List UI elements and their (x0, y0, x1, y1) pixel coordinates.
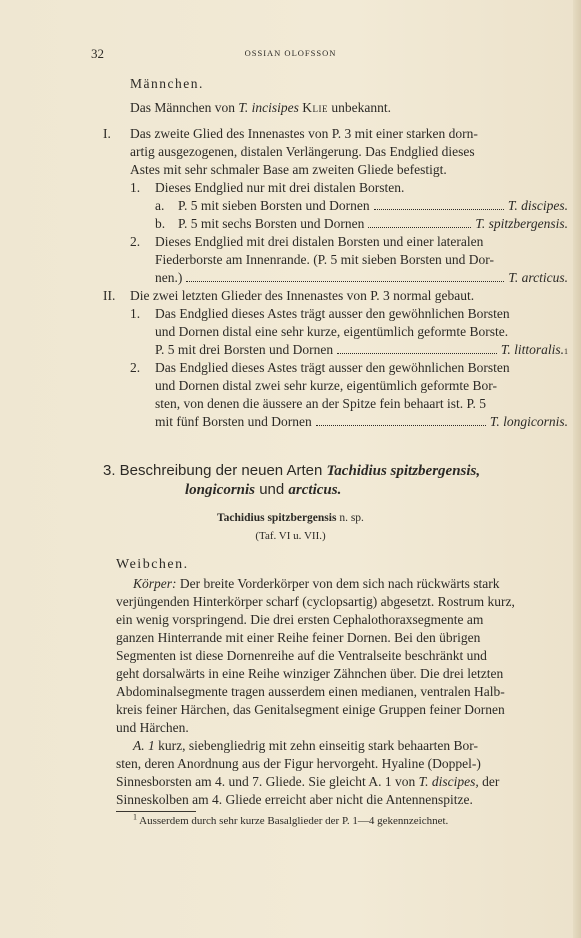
leader-dots (368, 227, 471, 228)
key-II2-line-2: und Dornen distal zwei sehr kurze, eigentümlich geformte Bor- (155, 378, 497, 393)
key-Ia-species: T. discipes. (507, 198, 568, 213)
males-species: T. incisipes (238, 100, 299, 115)
running-title: OSSIAN OLOFSSON (244, 48, 337, 58)
species-title (0, 512, 581, 524)
key-I1-line-1: Dieses Endglied nur mit drei distalen Borsten. (155, 180, 405, 195)
key-I-number: I. (103, 126, 111, 141)
key-II1-entry: P. 5 mit drei Borsten und Dornen T. littoralis. 1 (155, 342, 568, 357)
key-I2-line-3: nen.) (155, 270, 183, 285)
body-p1-lead: Körper: (133, 576, 177, 591)
leader-dots (374, 209, 504, 210)
key-I2-line-1: Dieses Endglied mit drei distalen Borsten und einer lateralen (155, 234, 484, 249)
key-II2-line-3: sten, von denen die äussere an der Spitze fein behaart ist. P. 5 (155, 396, 487, 411)
key-II1-line-3: P. 5 mit drei Borsten und Dornen (155, 342, 334, 357)
body-p2-line-3-pre: Sinnesborsten am 4. und 7. Gliede. Sie gleicht A. 1 von (116, 774, 419, 789)
body-p2-line-3-species: T. discipes, (418, 774, 479, 789)
species-title-suffix: n. sp. (336, 512, 364, 524)
males-heading: Männchen. (130, 76, 204, 91)
key-I1-number: 1. (130, 180, 141, 195)
key-II-line-1: Die zwei letzten Glieder des Innenastes von P. 3 normal gebaut. (130, 288, 475, 303)
footnote (133, 814, 448, 828)
key-I2-species: T. arcticus. (508, 270, 568, 285)
body-p2-line-3-post: der (478, 774, 500, 789)
section-heading-line-2 (130, 480, 430, 500)
body-p2-line-1-text: kurz, siebengliedrig mit zehn einseitig stark behaarten Bor- (154, 738, 478, 753)
footnote-rule (116, 811, 196, 812)
body-p1-line-5: Segmenten ist diese Dornenreihe auf die Ventralseite beschränkt und (116, 648, 487, 663)
key-Ia-text: P. 5 mit sieben Borsten und Dornen (178, 198, 370, 213)
body-p1-line-1 (133, 575, 500, 593)
key-Ia-entry (178, 197, 568, 215)
key-II1-line-2: und Dornen distal eine sehr kurze, eigentümlich geformte Borste. (155, 324, 509, 339)
section-heading-text: 3. Beschreibung der neuen Arten (103, 462, 327, 479)
body-p2-lead: A. 1 (133, 738, 155, 753)
key-Ib-species: T. spitzbergensis. (475, 216, 568, 231)
key-Ib-number: b. (155, 216, 166, 231)
key-II2-number: 2. (130, 360, 141, 375)
body-p1-line-6: geht dorsalwärts in eine Reihe winziger Zähnchen über. Die drei letzten (116, 666, 504, 681)
body-p1-line-3: ein wenig vorspringend. Die drei ersten Cephalothoraxsegmente am (116, 612, 484, 627)
leader-dots (186, 281, 504, 282)
body-p1-line-7: Abdominalsegmente tragen ausserdem einen medianen, ventralen Halb- (116, 684, 505, 699)
key-Ia-number: a. (155, 198, 165, 213)
leader-dots (316, 425, 486, 426)
page-edge (573, 0, 581, 938)
key-I-line-1: Das zweite Glied des Innenastes von P. 3 mit einer starken dorn- (130, 126, 478, 141)
males-author: Klie (302, 100, 328, 115)
males-text (130, 99, 391, 117)
key-I2-entry (155, 269, 568, 287)
body-p1-line-9: und Härchen. (116, 720, 189, 735)
section-heading-und: und (255, 481, 289, 498)
body-p2-line-3 (116, 773, 499, 791)
males-text-post: unbekannt. (331, 100, 391, 115)
page-header (0, 46, 581, 62)
plates-reference: (Taf. VI u. VII.) (255, 530, 326, 542)
leader-dots (337, 353, 497, 354)
body-p2-line-1 (133, 737, 478, 755)
males-text-pre: Das Männchen von (130, 100, 239, 115)
footnote-text: Ausserdem durch sehr kurze Basalglieder der P. 1—4 gekennzeichnet. (137, 815, 449, 827)
section-heading-species-1: Tachidius spitzbergensis, (326, 463, 481, 479)
footnote-number: 1 (133, 812, 137, 822)
key-II2-line-4: mit fünf Borsten und Dornen (155, 414, 312, 429)
key-II-number: II. (103, 288, 116, 303)
female-heading: Weibchen. (116, 557, 189, 572)
species-title-name: Tachidius spitzbergensis (217, 512, 337, 524)
key-II1-species: T. littoralis. (500, 342, 564, 357)
section-heading-species-2: longicornis (185, 482, 256, 498)
key-I-line-2: artig ausgezogenen, distalen Verlängerung. Das Endglied dieses (130, 144, 475, 159)
key-II1-number: 1. (130, 306, 141, 321)
body-p1-line-4: ganzen Hinterrande mit einer Reihe feiner Dornen. Bei den übrigen (116, 630, 481, 645)
key-I2-line-2: Fiederborste am Innenrande. (P. 5 mit sieben Borsten und Dor- (155, 252, 495, 267)
key-Ib-entry (178, 215, 568, 233)
body-p1-line-1-text: Der breite Vorderkörper von dem sich nach rückwärts stark (176, 576, 500, 591)
body-p2-line-2: sten, deren Anordnung aus der Figur hervorgeht. Hyaline (Doppel-) (116, 756, 481, 771)
body-p2-line-4: Sinneskolben am 4. Gliede erreicht aber nicht die Antennenspitze. (116, 792, 473, 807)
section-heading (103, 461, 480, 481)
key-II2-line-1: Das Endglied dieses Astes trägt ausser den gewöhnlichen Borsten (155, 360, 510, 375)
key-I-line-3: Astes mit sehr schmaler Base am zweiten Gliede befestigt. (130, 162, 447, 177)
body-p1-line-2: verjüngenden Hinterkörper scharf (cyclopsartig) abgesetzt. Rostrum kurz, (116, 594, 515, 609)
key-Ib-text: P. 5 mit sechs Borsten und Dornen (178, 216, 365, 231)
key-I2-number: 2. (130, 234, 141, 249)
key-II2-species: T. longicornis. (489, 414, 568, 429)
key-II2-entry (155, 413, 568, 431)
body-p1-line-8: kreis feiner Härchen, das Genitalsegment einige Gruppen feiner Dornen (116, 702, 505, 717)
key-II1-line-1: Das Endglied dieses Astes trägt ausser den gewöhnlichen Borsten (155, 306, 510, 321)
section-heading-species-3: arcticus. (288, 482, 342, 498)
page-number: 32 (91, 46, 104, 61)
